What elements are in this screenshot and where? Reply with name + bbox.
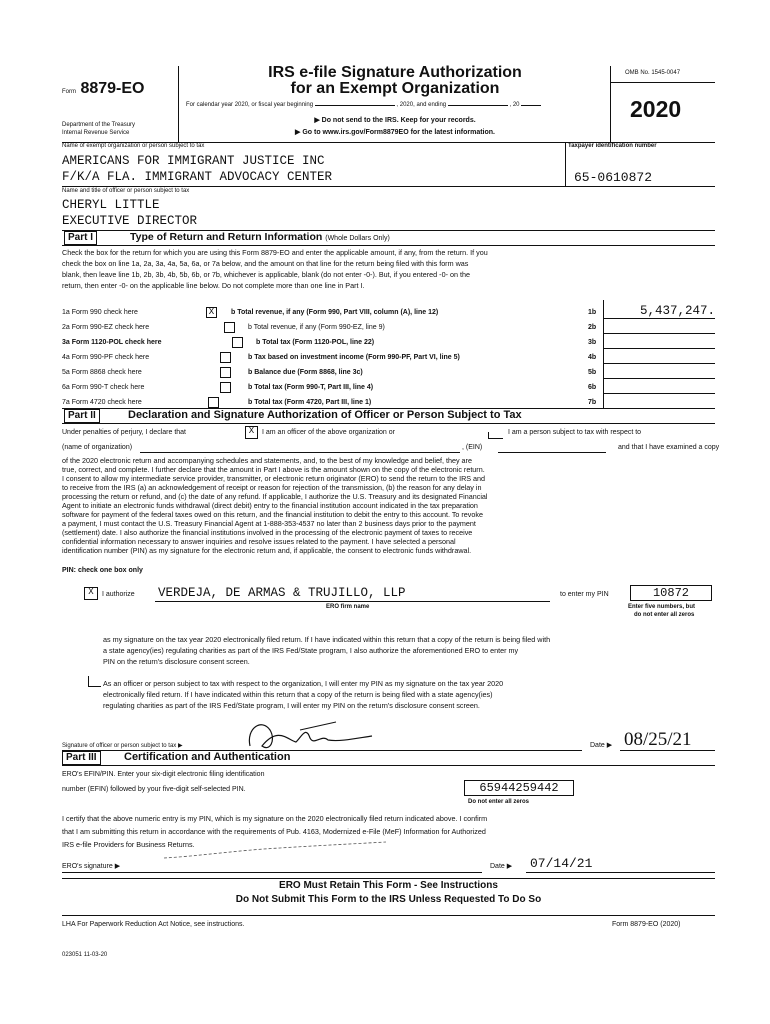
row7b-label: b Total tax (Form 4720, Part III, line 1)	[248, 399, 372, 406]
form-label	[62, 80, 145, 98]
decl-text-a: Under penalties of perjury, I declare that	[62, 429, 186, 436]
org-bottom-line	[62, 186, 715, 187]
ero-firm-line	[155, 601, 550, 602]
pin-note-1: Enter five numbers, but	[628, 604, 696, 610]
row4b-line: 4b	[588, 354, 597, 361]
decl-text-e: , (EIN)	[462, 444, 483, 451]
part2-body-6: Agent to initiate an electronic funds withdrawal (direct debit) entry to the financial institution account indicated in the tax preparation	[62, 501, 478, 510]
tax-year-line	[186, 102, 606, 108]
part1-title-text: Type of Return and Return Information	[130, 231, 323, 243]
amount-row-line	[603, 333, 715, 334]
amount-row-line	[603, 393, 715, 394]
opt2-line-1: As an officer or person subject to tax with respect to the organization, I will enter my PIN as my signature on the tax year 2020	[103, 679, 504, 688]
opt2-line-3: regulating charities as part of the IRS Fed/State program, I will enter my PIN on the return's disclosure consent screen.	[103, 701, 480, 710]
row1b-label: b Total revenue, if any (Form 990, Part VIII, column (A), line 12)	[231, 309, 439, 316]
row2a-label: 2a Form 990-EZ check here	[62, 324, 150, 331]
ero-firm-label: ERO firm name	[326, 604, 370, 610]
row1a-label: 1a Form 990 check here	[62, 309, 138, 316]
row6b-line: 6b	[588, 384, 597, 391]
part2-body-1: of the 2020 electronic return and accompanying schedules and statements, and, to the best of my knowledge and belief, they are	[62, 456, 472, 465]
officer-date-line	[620, 750, 715, 751]
part1-intro-2: check the box on line 1a, 2a, 3a, 4a, 5a, 6a, or 7a below, and the amount on that line for the return being filed with this form was	[62, 259, 469, 268]
part3-title: Certification and Authentication	[124, 751, 291, 763]
amount-row-line	[603, 318, 715, 319]
ero-date-line	[526, 872, 715, 873]
authorize-label: I authorize	[102, 591, 135, 598]
part2-body-9: (settlement) date. I also authorize the financial institutions involved in the processing of the electronic payment of taxes to receive	[62, 528, 473, 537]
row4b-label: b Tax based on investment income (Form 990-PF, Part VI, line 5)	[248, 354, 460, 361]
part2-body-8: a payment, I must contact the U.S. Treasury Financial Agent at 1-888-353-4537 no later than 2 business days prior to the payment	[62, 519, 476, 528]
row7a-label: 7a Form 4720 check here	[62, 399, 142, 406]
part2-body-3: I consent to allow my intermediate service provider, transmitter, or electronic return originator (ERO) to send the return to the IRS and	[62, 474, 486, 483]
omb-number: OMB No. 1545-0047	[625, 70, 681, 76]
efin-note: Do not enter all zeros	[468, 799, 530, 805]
part2-body-7: software for payment of the federal taxes owed on this return, and the financial institution to debit the entry to this account. To revoke	[62, 510, 483, 519]
part1-label: Part I	[64, 231, 97, 245]
row6b-label: b Total tax (Form 990-T, Part III, line 4)	[248, 384, 374, 391]
form-reference: Form 8879-EO (2020)	[612, 921, 681, 928]
part2-body-4: to receive from the IRS (a) an acknowledgement of receipt or reason for rejection of the transmission, (b) the reason for any delay in	[62, 483, 482, 492]
tax-year: 2020	[630, 96, 682, 122]
part2-header-line	[62, 423, 715, 424]
row1b-amount: 5,437,247.	[639, 304, 715, 318]
opt2-line-2: electronically filed return. If I have indicated within this return that a copy of the return is being filed with a state agency(ies)	[103, 690, 493, 699]
amount-col-line	[603, 300, 604, 408]
authorize-checkbox[interactable]: X	[84, 587, 98, 600]
part2-body-11: identification number (PIN) as my signature for the electronic return and, if applicable, the consent to electronic funds withdrawal.	[62, 546, 472, 555]
part3-label: Part III	[62, 751, 101, 765]
efin-label-1: ERO's EFIN/PIN. Enter your six-digit electronic filing identification	[62, 771, 265, 778]
tax-year-begin: For calendar year 2020, or fiscal year beginning	[186, 102, 314, 108]
row3b-line: 3b	[588, 339, 597, 346]
part1-intro-1: Check the box for the return for which you are using this Form 8879-EO and enter the applicable amount, if any, from the return. If you	[62, 248, 488, 257]
form-prefix: Form	[62, 89, 76, 95]
retain-line-2: Do Not Submit This Form to the IRS Unless Requested To Do So	[235, 894, 542, 905]
tin-divider	[565, 142, 566, 186]
form-code: 023051 11-03-20	[62, 952, 108, 958]
header-divider-right	[610, 66, 611, 142]
instruction-do-not-send: ▶ Do not send to the IRS. Keep for your records.	[314, 117, 476, 124]
decl-text-f: and that I have examined a copy	[618, 444, 720, 451]
pin-note-2: do not enter all zeros	[634, 612, 695, 618]
officer-name: CHERYL LITTLE	[62, 198, 160, 212]
row4a-label: 4a Form 990-PF check here	[62, 354, 150, 361]
row5b-line: 5b	[588, 369, 597, 376]
part2-body-5: processing the return or refund, and (c) the date of any refund. If applicable, I authorize the U.S. Treasury and its designated Financial	[62, 492, 488, 501]
row5a-checkbox[interactable]	[220, 367, 231, 378]
officer-date: 08/25/21	[624, 729, 692, 750]
org-name-line2: F/K/A FLA. IMMIGRANT ADVOCACY CENTER	[62, 170, 333, 184]
row3a-checkbox[interactable]	[232, 337, 243, 348]
tax-year-mid: , 2020, and ending	[396, 102, 447, 108]
officer-label: Name and title of officer or person subject to tax	[62, 188, 190, 194]
amount-row-line	[603, 348, 715, 349]
form-title-line1: IRS e-file Signature Authorization	[268, 64, 522, 81]
ero-signature	[160, 840, 390, 864]
row2a-checkbox[interactable]	[224, 322, 235, 333]
person-checkbox-line[interactable]	[488, 432, 503, 439]
form-number: 8879-EO	[80, 80, 145, 97]
part3-header-line	[62, 765, 715, 766]
pin-box[interactable]: 10872	[630, 585, 712, 601]
irs-label: Internal Revenue Service	[62, 130, 130, 136]
row7b-line: 7b	[588, 399, 597, 406]
row7a-checkbox[interactable]	[208, 397, 219, 408]
row2b-line: 2b	[588, 324, 597, 331]
footer-line	[62, 915, 715, 916]
omb-divider	[610, 82, 715, 83]
part2-label: Part II	[64, 409, 100, 423]
part2-body-2: true, correct, and complete. I further declare that the amount in Part I above is the amount shown on the copy of the electronic return.	[62, 465, 485, 474]
enter-pin-label: to enter my PIN	[560, 591, 609, 598]
instruction-website: ▶ Go to www.irs.gov/Form8879EO for the latest information.	[295, 129, 495, 136]
decl-text-d: (name of organization)	[62, 444, 133, 451]
part1-intro-4: return, then enter -0- on the applicable line below. Do not complete more than one line in Part I.	[62, 281, 365, 290]
cert-line-1: I certify that the above numeric entry is my PIN, which is my signature on the 2020 electronically filed return indicated above. I confirm	[62, 814, 488, 823]
opt1-line-3: PIN on the return's disclosure consent screen.	[103, 657, 250, 666]
cert-line-2: that I am submitting this return in accordance with the requirements of Pub. 4163, Modernized e-File (MeF) Information for Authorized	[62, 827, 486, 836]
row3a-label: 3a Form 1120-POL check here	[62, 339, 162, 346]
part1-title-note: (Whole Dollars Only)	[325, 235, 390, 242]
ero-signature-label: ERO's signature ▶	[62, 863, 121, 870]
opt1-line-1: as my signature on the tax year 2020 electronically filed return. If I have indicated within this return that a copy of the return is being filed with	[103, 635, 551, 644]
tax-year-end: , 20	[509, 102, 520, 108]
decl-text-b: I am an officer of the above organization or	[262, 429, 395, 436]
part1-header-line	[62, 245, 715, 246]
tin-value: 65-0610872	[574, 170, 653, 185]
efin-label-2: number (EFIN) followed by your five-digit self-selected PIN.	[62, 786, 246, 793]
row6a-label: 6a Form 990-T check here	[62, 384, 145, 391]
officer-date-label: Date ▶	[590, 742, 613, 749]
row5a-label: 5a Form 8868 check here	[62, 369, 142, 376]
efin-box[interactable]: 65944259442	[464, 780, 574, 796]
header-divider-left	[178, 66, 179, 142]
opt1-line-2: a state agency(ies) regulating charities as part of the IRS Fed/State program, I also authorize the aforementioned ERO to enter my	[103, 646, 519, 655]
ero-signature-line	[62, 872, 482, 873]
org-name-line1: AMERICANS FOR IMMIGRANT JUSTICE INC	[62, 154, 325, 168]
part2-title: Declaration and Signature Authorization of Officer or Person Subject to Tax	[128, 409, 522, 421]
pin-check-label: PIN: check one box only	[62, 567, 143, 574]
officer-signature-label: Signature of officer or person subject to tax ▶	[62, 743, 183, 749]
part1-intro-3: blank, then leave line 1b, 2b, 3b, 4b, 5b, 6b, or 7b, whichever is applicable, blank (do not enter -0-). But, if you entered -0- on the	[62, 270, 470, 279]
row1a-checkbox[interactable]: X	[206, 307, 217, 318]
lha-notice: LHA For Paperwork Reduction Act Notice, see instructions.	[62, 921, 245, 928]
retain-line-1: ERO Must Retain This Form - See Instructions	[279, 880, 498, 891]
amount-row-line	[603, 378, 715, 379]
officer-title: EXECUTIVE DIRECTOR	[62, 214, 198, 228]
opt2-checkbox[interactable]	[88, 676, 101, 687]
dept-treasury: Department of the Treasury	[62, 122, 136, 128]
cert-line-3: IRS e-file Providers for Business Returns.	[62, 840, 195, 849]
row2b-label: b Total revenue, if any (Form 990-EZ, line 9)	[248, 324, 385, 331]
amount-row-line	[603, 363, 715, 364]
ero-date-label: Date ▶	[490, 863, 513, 870]
row5b-label: b Balance due (Form 8868, line 3c)	[248, 369, 363, 376]
officer-checkbox[interactable]: X	[245, 426, 258, 439]
org-name-blank	[140, 452, 460, 453]
row4a-checkbox[interactable]	[220, 352, 231, 363]
row6a-checkbox[interactable]	[220, 382, 231, 393]
row3b-label: b Total tax (Form 1120-POL, line 22)	[256, 339, 375, 346]
ero-date: 07/14/21	[530, 856, 593, 871]
org-name-label: Name of exempt organization or person subject to tax	[62, 143, 205, 149]
form-title-line2: for an Exempt Organization	[290, 80, 500, 97]
tin-label: Taxpayer identification number	[568, 143, 657, 149]
row1b-line: 1b	[588, 309, 597, 316]
ein-blank	[498, 452, 606, 453]
decl-text-c: I am a person subject to tax with respect to	[508, 429, 642, 436]
part2-body-10: confidential information necessary to answer inquiries and resolve issues related to the payment. I have selected a personal	[62, 537, 456, 546]
ero-firm-name: VERDEJA, DE ARMAS & TRUJILLO, LLP	[158, 586, 406, 600]
part1-title	[130, 231, 390, 243]
part3-bottom-line	[62, 878, 715, 879]
